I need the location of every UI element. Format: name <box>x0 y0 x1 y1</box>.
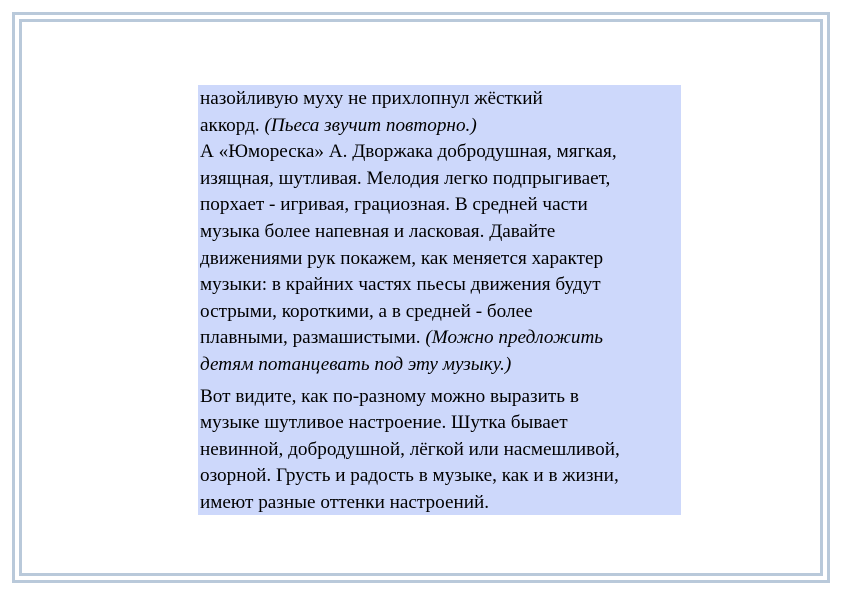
text-run: Вот видите, как по-разному можно выразить в <box>200 385 579 407</box>
text-run: изящная, шутливая. Мелодия легко подпрыгивает, <box>200 167 611 189</box>
text-run: острыми, короткими, а в средней - более <box>200 300 533 322</box>
text-line <box>200 192 679 219</box>
text-run: движениями рук покажем, как меняется характер <box>200 247 604 269</box>
text-run: А «Юмореска» А. Дворжака добродушная, мягкая, <box>200 141 617 163</box>
text-run: озорной. Грусть и радость в музыке, как и в жизни, <box>200 465 619 487</box>
stage-direction-text: детям потанцевать под эту музыку.) <box>200 353 512 375</box>
text-line <box>200 246 679 273</box>
text-run: аккорд. <box>200 114 265 136</box>
text-run: назойливую муху не прихлопнул жёсткий <box>200 88 543 109</box>
text-line <box>200 113 679 140</box>
text-run: музыка более напевная и ласковая. Давайте <box>200 220 556 242</box>
text-line <box>200 299 679 326</box>
text-line <box>200 437 679 464</box>
text-line <box>200 384 679 411</box>
paragraph-2 <box>200 139 679 378</box>
stage-direction-text: (Пьеса звучит повторно.) <box>264 114 477 136</box>
text-line <box>200 86 679 113</box>
slide-text-block <box>198 85 681 515</box>
text-run: имеют разные оттенки настроений. <box>200 491 490 513</box>
text-line <box>200 463 679 490</box>
text-run: плавными, размашистыми. <box>200 327 426 349</box>
text-run: музыки: в крайних частях пьесы движения будут <box>200 274 601 296</box>
text-line <box>200 410 679 437</box>
text-run: порхает - игривая, грациозная. В средней части <box>200 194 588 216</box>
text-line <box>200 490 679 517</box>
text-line <box>200 219 679 246</box>
paragraph-1 <box>200 86 679 139</box>
text-line <box>200 325 679 352</box>
text-line <box>200 352 679 379</box>
stage-direction-text: (Можно предложить <box>425 327 604 349</box>
text-line <box>200 139 679 166</box>
text-run: невинной, добродушной, лёгкой или насмешливой, <box>200 438 620 460</box>
text-line <box>200 166 679 193</box>
text-run: музыке шутливое настроение. Шутка бывает <box>200 412 568 434</box>
text-line <box>200 272 679 299</box>
paragraph-3 <box>200 384 679 517</box>
